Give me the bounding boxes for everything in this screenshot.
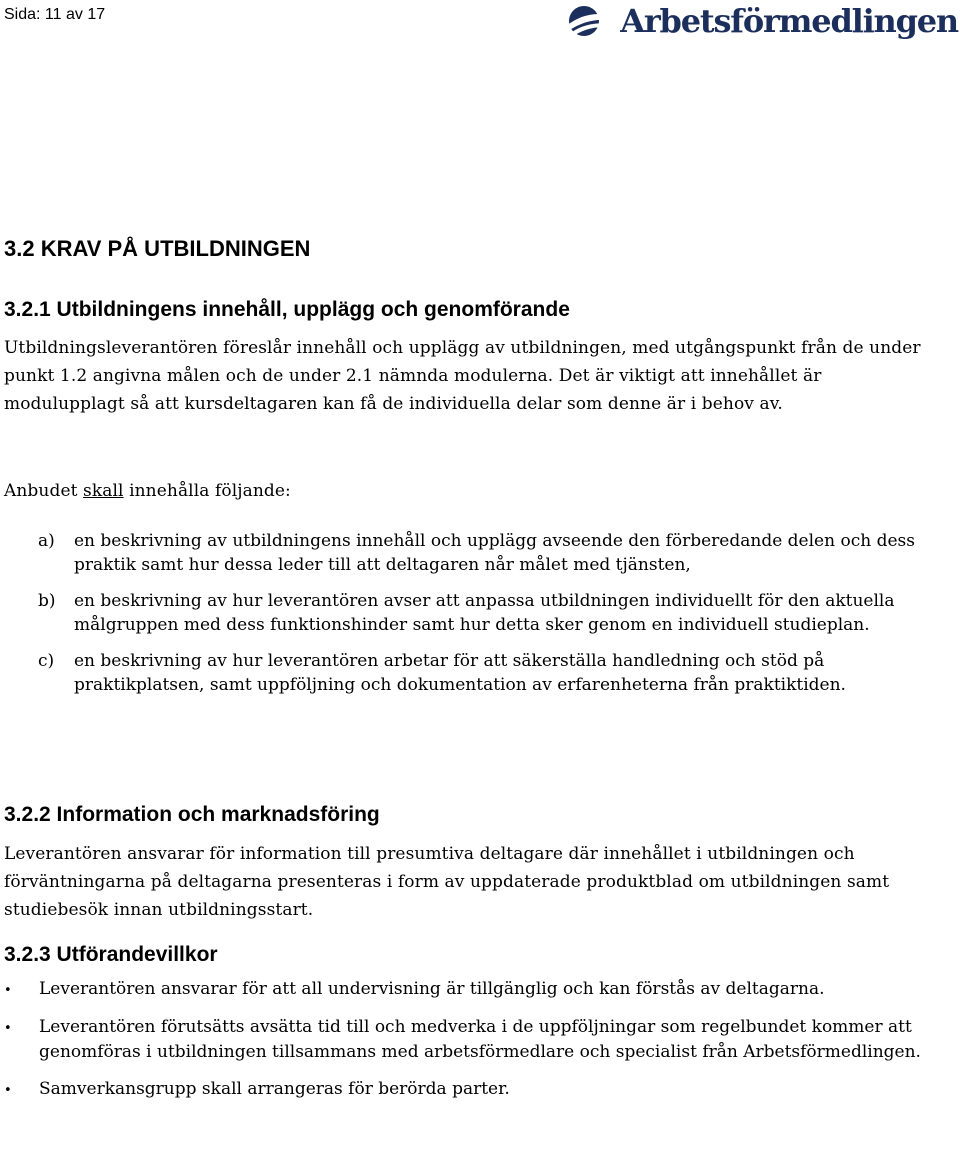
list-item — [4, 1077, 934, 1103]
list-item-text: en beskrivning av utbildningens innehåll och upplägg avseende den förberedande delen och dess praktik samt hur dessa leder till att deltagaren når målet med tjänsten, — [74, 531, 915, 575]
bullet-icon: • — [4, 1083, 12, 1098]
list-item — [4, 649, 934, 697]
list-item — [4, 1015, 934, 1065]
list-item-text: Leverantören ansvarar för att all undervisning är tillgänglig och kan förstås av deltagarna. — [39, 979, 825, 999]
list-item — [4, 977, 934, 1003]
conditions-list — [4, 977, 934, 1115]
logo-text: Arbetsförmedlingen — [620, 2, 958, 40]
list-item-text: Leverantören förutsätts avsätta tid till och medverka i de uppföljningar som regelbundet kommer att genomföras i utbildningen tillsammans med arbetsförmedlare och specialist från Arbetsförmedlingen. — [39, 1017, 921, 1062]
list-item-text: en beskrivning av hur leverantören avser att anpassa utbildningen individuellt för den aktuella målgruppen med dess funktionshinder samt hur detta sker genom en individuell studieplan. — [74, 591, 895, 635]
subsection-title-3-2-1: 3.2.1 Utbildningens innehåll, upplägg och genomförande — [4, 298, 570, 321]
list-item — [4, 589, 934, 637]
tender-underlined-word: skall — [83, 481, 124, 501]
list-item-text: en beskrivning av hur leverantören arbetar för att säkerställa handledning och stöd på praktikplatsen, samt uppföljning och dokumentation av erfarenheterna från praktiktiden. — [74, 651, 846, 695]
arbetsformedlingen-logo — [562, 4, 958, 38]
list-marker: b) — [38, 591, 56, 611]
list-item-text: Samverkansgrupp skall arrangeras för berörda parter. — [39, 1079, 510, 1099]
subsection-paragraph-3-2-2: Leverantören ansvarar för information till presumtiva deltagare där innehållet i utbildningen och förväntningarna på deltagarna presenteras i form av uppdaterade produktblad om utbildningen samt studiebesök innan utbildningsstart. — [4, 844, 890, 920]
subsection-title-3-2-2: 3.2.2 Information och marknadsföring — [4, 803, 380, 826]
tender-prefix: Anbudet — [4, 481, 84, 501]
section-title: 3.2 KRAV PÅ UTBILDNINGEN — [4, 236, 311, 261]
tender-requirements-intro — [4, 477, 934, 505]
bullet-icon: • — [4, 983, 12, 998]
page-indicator: Sida: 11 av 17 — [4, 6, 106, 23]
logo-mark-icon — [562, 4, 616, 38]
bullet-icon: • — [4, 1021, 12, 1036]
list-marker: c) — [38, 651, 55, 671]
subsection-paragraph-3-2-1: Utbildningsleverantören föreslår innehåll och upplägg av utbildningen, med utgångspunkt från de under punkt 1.2 angivna målen och de under 2.1 nämnda modulerna. Det är viktigt att innehållet är modulupplagt så att kursdeltagaren kan få de individuella delar som denne är i behov av. — [4, 338, 921, 414]
tender-requirements-list — [4, 529, 934, 709]
subsection-title-3-2-3: 3.2.3 Utförandevillkor — [4, 943, 218, 966]
list-item — [4, 529, 934, 577]
tender-suffix: innehålla följande: — [123, 481, 291, 501]
list-marker: a) — [38, 531, 55, 551]
